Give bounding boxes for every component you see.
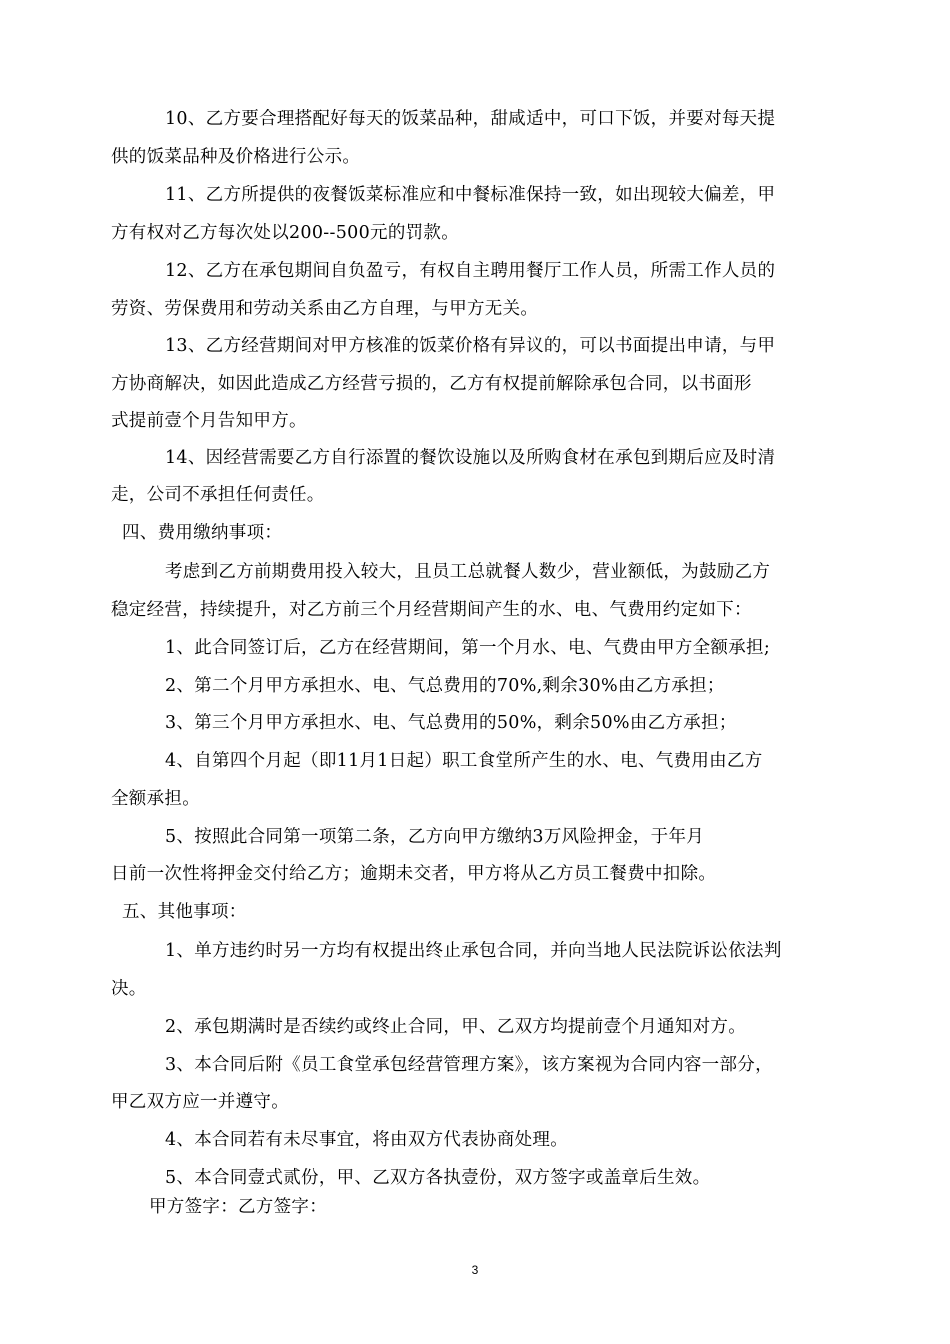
paragraph-line: 4、本合同若有未尽事宜，将由双方代表协商处理。 bbox=[165, 1130, 569, 1150]
paragraph-line: 日前一次性将押金交付给乙方；逾期未交者，甲方将从乙方员工餐费中扣除。 bbox=[111, 864, 717, 884]
paragraph-line: 10、乙方要合理搭配好每天的饭菜品种，甜咸适中，可口下饭，并要对每天提 bbox=[165, 109, 776, 129]
paragraph-line: 决。 bbox=[111, 979, 147, 999]
paragraph-line: 走，公司不承担任何责任。 bbox=[111, 485, 325, 505]
paragraph-line: 3、第三个月甲方承担水、电、气总费用的50%，剩余50%由乙方承担； bbox=[165, 713, 737, 733]
paragraph-line: 3、本合同后附《员工食堂承包经营管理方案》，该方案视为合同内容一部分， bbox=[165, 1055, 773, 1075]
paragraph-line: 5、本合同壹式贰份，甲、乙双方各执壹份，双方签字或盖章后生效。 bbox=[165, 1168, 711, 1188]
signature-line: 甲方签字：乙方签字： bbox=[149, 1197, 327, 1217]
paragraph-line: 4、自第四个月起（即11月1日起）职工食堂所产生的水、电、气费用由乙方 bbox=[165, 751, 763, 771]
paragraph-line: 14、因经营需要乙方自行添置的餐饮设施以及所购食材在承包到期后应及时清 bbox=[165, 448, 776, 468]
paragraph-line: 2、承包期满时是否续约或终止合同，甲、乙双方均提前壹个月通知对方。 bbox=[165, 1017, 747, 1037]
section-heading: 四、费用缴纳事项： bbox=[122, 523, 283, 543]
paragraph-line: 11、乙方所提供的夜餐饭菜标准应和中餐标准保持一致，如出现较大偏差，甲 bbox=[165, 185, 776, 205]
paragraph-line: 供的饭菜品种及价格进行公示。 bbox=[111, 147, 361, 167]
paragraph-line: 13、乙方经营期间对甲方核准的饭菜价格有异议的，可以书面提出申请，与甲 bbox=[165, 336, 776, 356]
section-heading: 五、其他事项： bbox=[122, 902, 247, 922]
paragraph-line: 2、第二个月甲方承担水、电、气总费用的70%,剩余30%由乙方承担； bbox=[165, 676, 725, 696]
paragraph-line: 方协商解决，如因此造成乙方经营亏损的，乙方有权提前解除承包合同，以书面形 bbox=[111, 374, 752, 394]
paragraph-line: 1、此合同签订后，乙方在经营期间，第一个月水、电、气费由甲方全额承担; bbox=[165, 638, 771, 658]
paragraph-line: 稳定经营，持续提升，对乙方前三个月经营期间产生的水、电、气费用约定如下： bbox=[111, 600, 752, 620]
page-number: 3 bbox=[471, 1263, 479, 1277]
paragraph-line: 全额承担。 bbox=[111, 789, 200, 809]
paragraph-line: 甲乙双方应一并遵守。 bbox=[111, 1092, 289, 1112]
paragraph-line: 考虑到乙方前期费用投入较大，且员工总就餐人数少，营业额低，为鼓励乙方 bbox=[165, 562, 771, 582]
paragraph-line: 式提前壹个月告知甲方。 bbox=[111, 411, 307, 431]
paragraph-line: 5、按照此合同第一项第二条，乙方向甲方缴纳3万风险押金，于年月 bbox=[165, 827, 705, 847]
paragraph-line: 方有权对乙方每次处以200--500元的罚款。 bbox=[111, 223, 460, 243]
paragraph-line: 12、乙方在承包期间自负盈亏，有权自主聘用餐厅工作人员，所需工作人员的 bbox=[165, 261, 776, 281]
paragraph-line: 1、单方违约时另一方均有权提出终止承包合同，并向当地人民法院诉讼依法判 bbox=[165, 941, 782, 961]
paragraph-line: 劳资、劳保费用和劳动关系由乙方自理，与甲方无关。 bbox=[111, 299, 539, 319]
